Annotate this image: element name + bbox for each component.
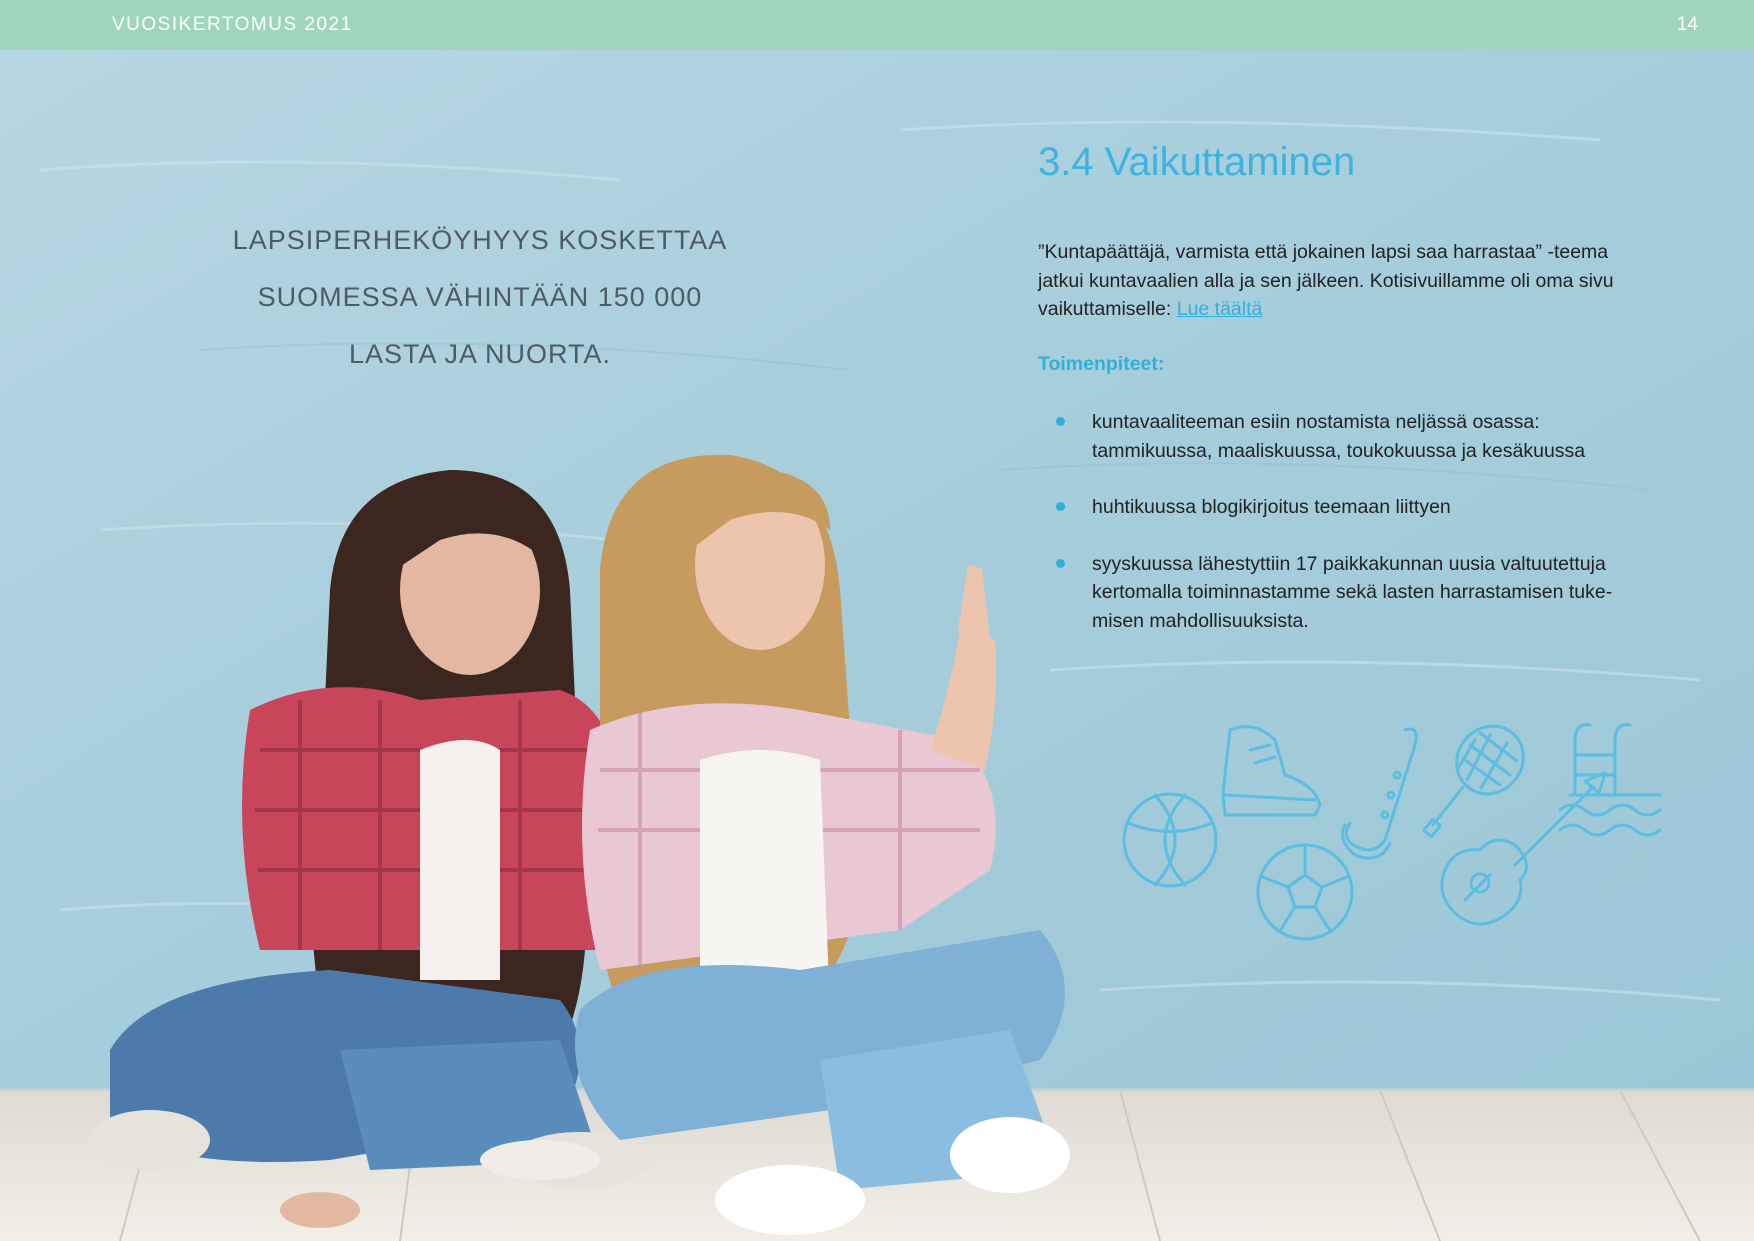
sneaker-icon: [1223, 727, 1320, 815]
pull-quote-line: LASTA JA NUORTA.: [348, 339, 612, 369]
pull-quote-line: SUOMESSA VÄHINTÄÄN 150 000: [257, 282, 703, 312]
header-bar: [0, 0, 1754, 50]
list-item: [1038, 493, 1658, 522]
tennis-racket-icon: [1424, 715, 1537, 837]
intro-paragraph: [1038, 238, 1658, 324]
hobby-icons: [1115, 715, 1675, 945]
swimming-pool-icon: [1560, 725, 1660, 835]
list-item-text: syyskuussa lähestyttiin 17 paikkakunnan uusia valtuutettuja kertomalla toiminnastamme sekä lasten harrastamisen tuke-misen mahdollisuuksista.: [1092, 552, 1613, 632]
intro-text: ”Kuntapäättäjä, varmista että jokainen lapsi saa harrastaa” -teema jatkui kuntavaalien alla ja sen jälkeen. Kotisivuillamme oli oma sivu vaikuttamiselle:: [1038, 241, 1614, 320]
list-item-text: huhtikuussa blogikirjoitus teemaan liittyen: [1092, 496, 1451, 518]
bullet-icon: [1056, 417, 1065, 426]
list-item-text: kuntavaaliteeman esiin nostamista neljässä osassa: tammikuussa, maaliskuussa, toukokuussa ja kesäkuussa: [1092, 411, 1586, 462]
actions-subheading: Toimenpiteet:: [1038, 353, 1165, 375]
report-title: VUOSIKERTOMUS 2021: [112, 14, 353, 35]
list-item: [1038, 550, 1658, 636]
page-number: 14: [1676, 14, 1698, 35]
basketball-icon: [1124, 794, 1216, 886]
pull-quote-line: LAPSIPERHEKÖYHYYS KOSKETTAA: [232, 225, 728, 255]
bullet-icon: [1056, 502, 1065, 511]
soccer-ball-icon: [1258, 845, 1352, 939]
read-here-link[interactable]: Lue täältä: [1176, 298, 1263, 320]
list-item: [1038, 408, 1658, 465]
pull-quote: [210, 212, 750, 383]
bullet-icon: [1056, 559, 1065, 568]
saxophone-icon: [1343, 729, 1417, 858]
section-heading: 3.4 Vaikuttaminen: [1038, 140, 1356, 184]
actions-list: [1038, 408, 1658, 663]
